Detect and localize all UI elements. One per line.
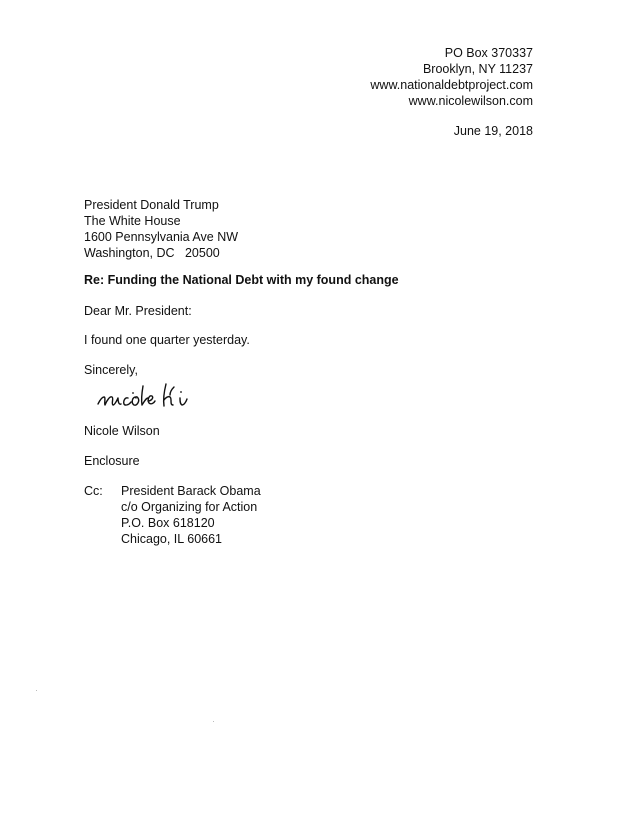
recipient-city: Washington, DC 20500 bbox=[84, 246, 220, 260]
signer-name: Nicole Wilson bbox=[84, 424, 160, 438]
salutation: Dear Mr. President: bbox=[84, 304, 192, 318]
cc-label: Cc: bbox=[84, 484, 103, 498]
scan-speck bbox=[36, 690, 37, 691]
cc-name: President Barack Obama bbox=[121, 484, 261, 498]
sender-website-2: www.nicolewilson.com bbox=[408, 94, 533, 108]
sender-website-1: www.nationaldebtproject.com bbox=[370, 78, 533, 92]
letter-body: I found one quarter yesterday. bbox=[84, 333, 250, 347]
recipient-address-block bbox=[84, 197, 238, 261]
subject-line: Re: Funding the National Debt with my found change bbox=[84, 273, 399, 287]
cc-address-block bbox=[121, 483, 261, 547]
sender-city: Brooklyn, NY 11237 bbox=[422, 62, 533, 76]
handwritten-signature bbox=[92, 374, 222, 414]
recipient-name: President Donald Trump bbox=[84, 198, 219, 212]
enclosure-note: Enclosure bbox=[84, 454, 140, 468]
recipient-street: 1600 Pennsylvania Ave NW bbox=[84, 230, 239, 244]
letter-date: June 19, 2018 bbox=[453, 124, 533, 138]
cc-org: c/o Organizing for Action bbox=[121, 500, 258, 514]
sender-address-block bbox=[370, 45, 533, 109]
cc-city: Chicago, IL 60661 bbox=[121, 532, 223, 546]
closing: Sincerely, bbox=[84, 363, 138, 377]
recipient-org: The White House bbox=[84, 214, 181, 228]
sender-po-box: PO Box 370337 bbox=[444, 46, 533, 60]
scan-speck bbox=[213, 721, 214, 722]
cc-pobox: P.O. Box 618120 bbox=[121, 516, 215, 530]
